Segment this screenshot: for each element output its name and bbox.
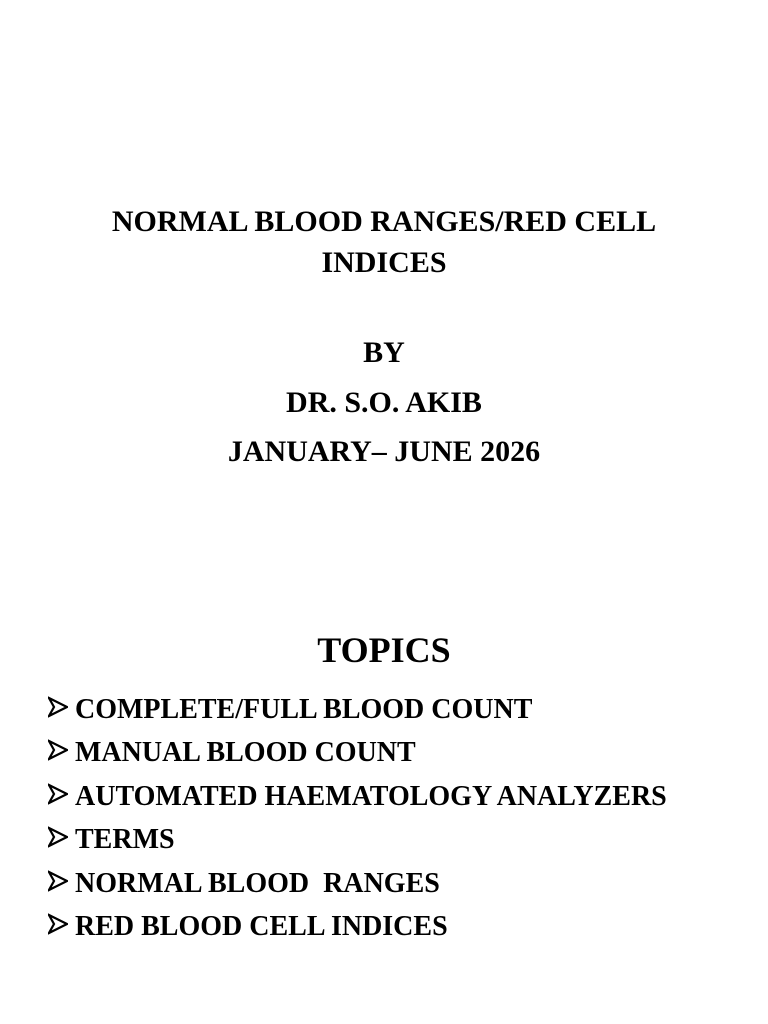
author-name: DR. S.O. AKIB (286, 386, 482, 419)
arrowhead-bullet-icon (48, 870, 68, 892)
topic-item (48, 775, 667, 819)
byline-by: BY (363, 336, 405, 369)
topic-label: TERMS (75, 824, 175, 856)
document-title-line-1: NORMAL BLOOD RANGES/RED CELL (111, 205, 657, 238)
topic-label: COMPLETE/FULL BLOOD COUNT (75, 693, 533, 725)
arrowhead-bullet-icon (48, 696, 68, 718)
topic-item (48, 819, 667, 863)
topic-item (48, 688, 667, 732)
topic-item (48, 862, 667, 906)
document-title-line-2: INDICES (321, 246, 447, 279)
arrowhead-bullet-icon (48, 826, 68, 848)
arrowhead-bullet-icon (48, 783, 68, 805)
arrowhead-bullet-icon (48, 739, 68, 761)
topic-label: NORMAL BLOOD RANGES (75, 867, 440, 899)
arrowhead-bullet-icon (48, 913, 68, 935)
topics-list (48, 688, 667, 949)
topics-heading: TOPICS (317, 630, 451, 670)
topic-label: RED BLOOD CELL INDICES (75, 911, 448, 943)
topic-item (48, 732, 667, 776)
date-range: JANUARY– JUNE 2026 (227, 435, 541, 468)
topic-label: AUTOMATED HAEMATOLOGY ANALYZERS (75, 780, 667, 812)
topic-label: MANUAL BLOOD COUNT (75, 737, 416, 769)
topic-item (48, 906, 667, 950)
